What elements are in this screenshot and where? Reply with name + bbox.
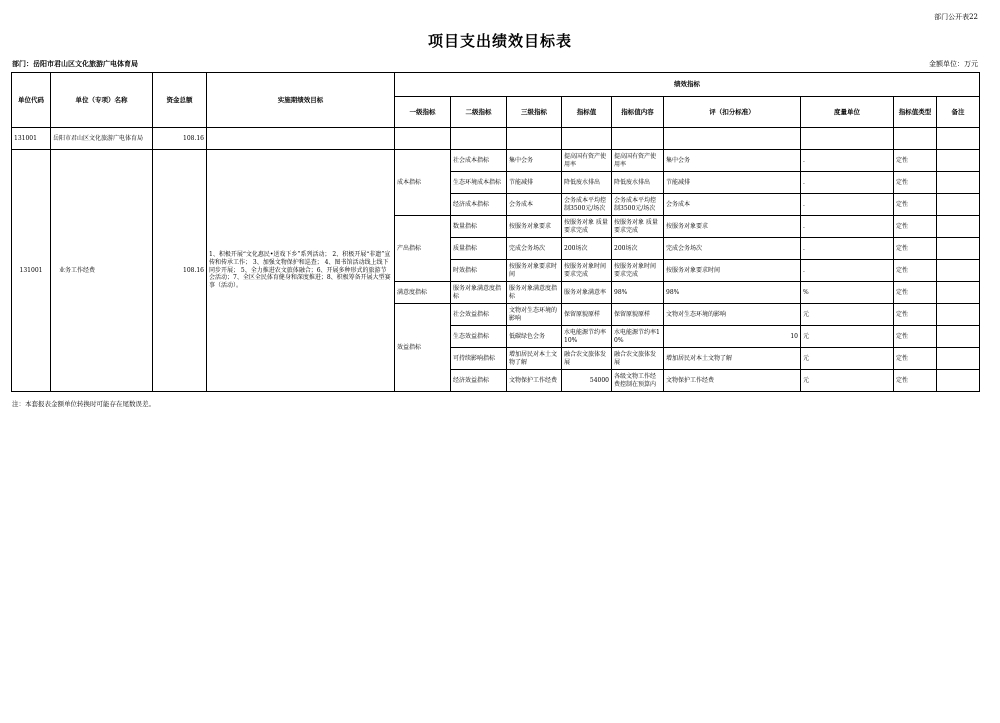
row-value: 保留原貌原样: [562, 304, 612, 326]
row-scoring: 按服务对象要求: [664, 216, 801, 238]
footnote: 注：本套报表金额单位转换时可能存在尾数误差。: [12, 400, 155, 408]
project-amount: 108.16: [153, 150, 207, 392]
row-unit: 元: [801, 370, 894, 392]
row-remark: [937, 304, 980, 326]
row-remark: [937, 260, 980, 282]
row-type: 定性: [894, 370, 937, 392]
row-l3: 节能减排: [507, 172, 562, 194]
row-value: 54000: [562, 370, 612, 392]
row-content: 98%: [612, 282, 664, 304]
row-l2: 时效指标: [451, 260, 507, 282]
row-remark: [937, 150, 980, 172]
row-unit: .: [801, 238, 894, 260]
project-name: 业务工作经费: [51, 150, 153, 392]
row-l3: 文物对生态环境的影响: [507, 304, 562, 326]
row-l3: 文物保护工作经费: [507, 370, 562, 392]
summary-name: 岳阳市君山区文化旅游广电体育局: [51, 128, 153, 150]
row-content: 按服务对象 质量要求完成: [612, 216, 664, 238]
group-benefit: 效益指标: [395, 304, 451, 392]
row-l3: 按服务对象要求: [507, 216, 562, 238]
group-satisfaction: 满意度指标: [395, 282, 451, 304]
group-cost: 成本指标: [395, 150, 451, 216]
header-level1: 一级指标: [395, 97, 451, 128]
row-l3: 集中会务: [507, 150, 562, 172]
summary-code: 131001: [12, 128, 51, 150]
header-scoring: 评（扣分标准）: [664, 97, 801, 128]
row-type: 定性: [894, 304, 937, 326]
header-unit-code: 单位代码: [12, 73, 51, 128]
header-value-content: 指标值内容: [612, 97, 664, 128]
page-reference: 部门公开表22: [934, 13, 978, 21]
row-l2: 可持续影响指标: [451, 348, 507, 370]
row-l3: 完成会务场次: [507, 238, 562, 260]
project-code: 131001: [12, 150, 51, 392]
header-level3: 三级指标: [507, 97, 562, 128]
row-scoring: 增加居民对本土文物了解: [664, 348, 801, 370]
row-scoring: 文物保护工作经费: [664, 370, 801, 392]
row-type: 定性: [894, 260, 937, 282]
row-type: 定性: [894, 326, 937, 348]
row-remark: [937, 216, 980, 238]
row-l2: 社会效益指标: [451, 304, 507, 326]
performance-table: [11, 72, 980, 392]
row-l3: 按服务对象要求时间: [507, 260, 562, 282]
row-l3: 会务成本: [507, 194, 562, 216]
page-title: 项目支出绩效目标表: [427, 32, 572, 50]
row-content: 水电能源节约率10%: [612, 326, 664, 348]
row-l2: 经济效益指标: [451, 370, 507, 392]
row-value: 融合农文旅体发展: [562, 348, 612, 370]
row-remark: [937, 282, 980, 304]
row-remark: [937, 370, 980, 392]
row-type: 定性: [894, 348, 937, 370]
header-level2: 二级指标: [451, 97, 507, 128]
row-value: 水电能源节约率10%: [562, 326, 612, 348]
row-scoring: 完成会务场次: [664, 238, 801, 260]
summary-amount: 108.16: [153, 128, 207, 150]
row-scoring: 节能减排: [664, 172, 801, 194]
row-l3: 低碳绿色会务: [507, 326, 562, 348]
row-l2: 社会成本指标: [451, 150, 507, 172]
header-row-1: [12, 73, 980, 97]
row-scoring: 集中会务: [664, 150, 801, 172]
amount-unit-label: 金额单位：万元: [929, 60, 978, 68]
row-remark: [937, 238, 980, 260]
row-content: 各级文物工作经费控制在预算内: [612, 370, 664, 392]
row-type: 定性: [894, 172, 937, 194]
row-content: 按服务对象时间要求完成: [612, 260, 664, 282]
row-remark: [937, 172, 980, 194]
row-scoring: 文物对生态环境的影响: [664, 304, 801, 326]
row-l2: 生态环境成本指标: [451, 172, 507, 194]
header-value-type: 指标值类型: [894, 97, 937, 128]
table-row: [12, 150, 980, 172]
row-content: 融合农文旅体发展: [612, 348, 664, 370]
row-type: 定性: [894, 282, 937, 304]
row-type: 定性: [894, 238, 937, 260]
row-unit: .: [801, 194, 894, 216]
row-l3: 增加居民对本土文物了解: [507, 348, 562, 370]
row-content: 会务成本平均控制3500元/场次: [612, 194, 664, 216]
header-goal: 实施期绩效目标: [207, 73, 395, 128]
row-unit: 元: [801, 326, 894, 348]
row-content: 提高国有资产使用率: [612, 150, 664, 172]
header-value: 指标值: [562, 97, 612, 128]
row-l2: 数量指标: [451, 216, 507, 238]
header-total-funds: 资金总额: [153, 73, 207, 128]
row-l2: 质量指标: [451, 238, 507, 260]
row-value: 会务成本平均控制3500元/场次: [562, 194, 612, 216]
department-label: 部门：岳阳市君山区文化旅游广电体育局: [12, 59, 138, 68]
header-measure-unit: 度量单位: [801, 97, 894, 128]
project-goal: 1、积极开展“文化惠民•送戏下乡”系列活动； 2、积极开展“非遗”宣传和传承工作； 3、加强文物保护和巡查； 4、图书馆活动线上线下同步开展； 5、全力推进农文旅体融合；6、开展多种形式的旅游节会活动；7、全区全民体育健身和深度推进；8、积极筹备开展大型赛事（活动）。: [207, 150, 395, 392]
row-type: 定性: [894, 194, 937, 216]
row-remark: [937, 348, 980, 370]
row-value: 按服务对象时间要求完成: [562, 260, 612, 282]
row-value: 服务对象满意率: [562, 282, 612, 304]
summary-row: [12, 128, 980, 150]
group-output: 产出指标: [395, 216, 451, 282]
row-l2: 经济成本指标: [451, 194, 507, 216]
header-indicators: 绩效指标: [395, 73, 980, 97]
header-unit-name: 单位（专项）名称: [51, 73, 153, 128]
row-value: 降低废水排出: [562, 172, 612, 194]
row-scoring: 会务成本: [664, 194, 801, 216]
row-unit: 元: [801, 304, 894, 326]
row-l2: 服务对象满意度指标: [451, 282, 507, 304]
row-l3: 服务对象满意度指标: [507, 282, 562, 304]
row-value: 提高国有资产使用率: [562, 150, 612, 172]
row-value: 200场次: [562, 238, 612, 260]
row-unit: .: [801, 150, 894, 172]
row-remark: [937, 326, 980, 348]
row-l2: 生态效益指标: [451, 326, 507, 348]
row-type: 定性: [894, 150, 937, 172]
row-unit: .: [801, 260, 894, 282]
row-unit: .: [801, 172, 894, 194]
row-type: 定性: [894, 216, 937, 238]
row-content: 降低废水排出: [612, 172, 664, 194]
row-unit: 元: [801, 348, 894, 370]
row-content: 200场次: [612, 238, 664, 260]
row-content: 保留原貌原样: [612, 304, 664, 326]
row-unit: %: [801, 282, 894, 304]
row-scoring: 98%: [664, 282, 801, 304]
row-remark: [937, 194, 980, 216]
row-scoring: 10: [664, 326, 801, 348]
row-scoring: 按服务对象要求时间: [664, 260, 801, 282]
row-value: 按服务对象 质量要求完成: [562, 216, 612, 238]
row-unit: .: [801, 216, 894, 238]
header-remark: 备注: [937, 97, 980, 128]
